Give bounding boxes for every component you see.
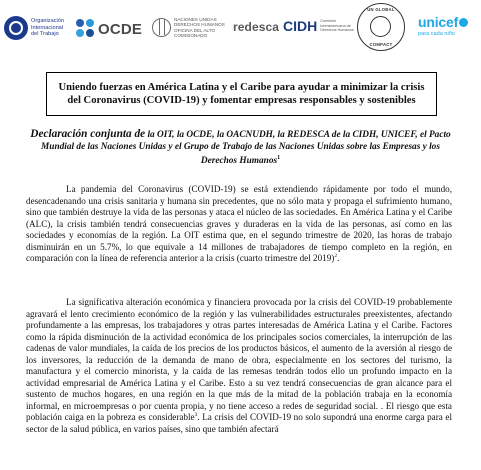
unicef-tagline: para cada niño bbox=[418, 31, 456, 37]
paragraph-2-text: La significativa alteración económica y financiera provocada por la crisis del COVID-19 probablemente agravará el lento crecimiento económico de la región y las vulnerabilidades estructurales preexistentes, afectando profundamente a las empresas, los trabajadores y otras partes interesadas de América Latina y el Caribe. Factores como la rápida disminución de la actividad económica de los principales socios comerciales, la interrupción de las cadenas de valor mundiales, la caída de los precios de los productos básicos, el aumento de la aversión al riesgo de los inversores, la reducción de la demanda de mano de obra, especialmente en los sectores del turismo, la manufactura y el comercio minorista, y la caída de las remesas tendrán todos ello un profundo impacto en la actividad empresarial de América Latina y el Caribe. Esto a su vez tendrá consecuencias de gran alcance para el sustento de muchos hogares, en una región en la que más de la mitad de la población trabaja en la economía informal, en microempresas o por cuenta propia, y no tiene acceso a redes de seguridad social. . El riesgo que esta población caiga en la pobreza es considerable bbox=[26, 297, 452, 423]
ocde-logo-text: OCDE bbox=[98, 20, 143, 38]
cidh-logo bbox=[283, 18, 356, 34]
unicef-logo-text: unicef bbox=[418, 14, 459, 30]
footnote-ref-1[interactable]: 1 bbox=[277, 155, 281, 162]
ohchr-logo-text: NACIONES UNIDAS DERECHOS HUMANOS OFICINA DEL ALTO COMISIONADO bbox=[174, 17, 225, 39]
document-title-box bbox=[46, 72, 437, 116]
subtitle-lead: Declaración conjunta de bbox=[30, 128, 146, 140]
cidh-logo-subtext: Comisión Interamericana de Derechos Humanos bbox=[320, 19, 354, 33]
paragraph-2 bbox=[26, 297, 452, 436]
ocde-logo bbox=[76, 19, 142, 39]
ohchr-logo bbox=[152, 17, 230, 39]
document-title: Uniendo fuerzas en América Latina y el Caribe para ayudar a minimizar la crisis del Coronavirus (COVID-19) y fomentar empresas responsables y sostenibles bbox=[58, 81, 425, 106]
logo-strip bbox=[0, 0, 481, 62]
redesca-logo bbox=[233, 20, 279, 34]
global-compact-bottom-text: COMPACT bbox=[369, 42, 393, 47]
ilo-logo-text: Organización Internacional del Trabajo bbox=[31, 18, 64, 38]
global-compact-logo bbox=[357, 3, 405, 51]
paragraph-1-tail: . bbox=[337, 253, 340, 264]
global-compact-top-text: UN GLOBAL bbox=[367, 7, 395, 12]
un-laurel-icon bbox=[152, 18, 171, 37]
footnote-ref-3[interactable]: 3 bbox=[194, 412, 198, 419]
footnote-ref-2[interactable]: 2 bbox=[334, 253, 338, 260]
cidh-logo-text: CIDH bbox=[283, 18, 318, 34]
ilo-logo bbox=[4, 16, 83, 40]
redesca-logo-text: redesca bbox=[233, 20, 280, 34]
unicef-globe-icon bbox=[459, 18, 468, 27]
paragraph-2-tail: . La crisis del COVID-19 no solo supondrá una enorme carga para el sector de la salud pública, en varios países, sino que también afectará bbox=[26, 412, 452, 435]
global-compact-icon bbox=[357, 3, 405, 51]
ilo-globe-icon bbox=[4, 16, 28, 40]
unicef-logo bbox=[418, 14, 468, 37]
paragraph-1-text: La pandemia del Coronavirus (COVID-19) se está extendiendo rápidamente por todo el mundo, desencadenando una crisis sanitaria y humana sin precedentes, que no sólo mata y propaga el sufrimiento humano, sino que también destruye la vida de las personas y ataca el núcleo de las sociedades. En América Latina y el Caribe (ALC), la crisis también tendrá consecuencias graves y duraderas en la vida de las personas, así como en las sociedades y economías de la región. La OIT estima que, en el segundo trimestre de 2020, las horas de trabajo disminuirán en un 5.7%, lo que equivale a 14 millones de trabajadores de tiempo completo en la región, en comparación con la línea de referencia anterior a la crisis (cuarto trimestre del 2019) bbox=[26, 184, 452, 264]
subtitle-rest: la OIT, la OCDE, la OACNUDH, la REDESCA de la CIDH, UNICEF, el Pacto Mundial de las Naciones Unidas y el Grupo de Trabajo de las Naciones Unidas sobre las Empresas y los Derechos Humanos bbox=[41, 130, 451, 167]
document-subtitle bbox=[22, 129, 459, 168]
paragraph-1 bbox=[26, 184, 452, 265]
ocde-dots-icon bbox=[76, 19, 96, 39]
